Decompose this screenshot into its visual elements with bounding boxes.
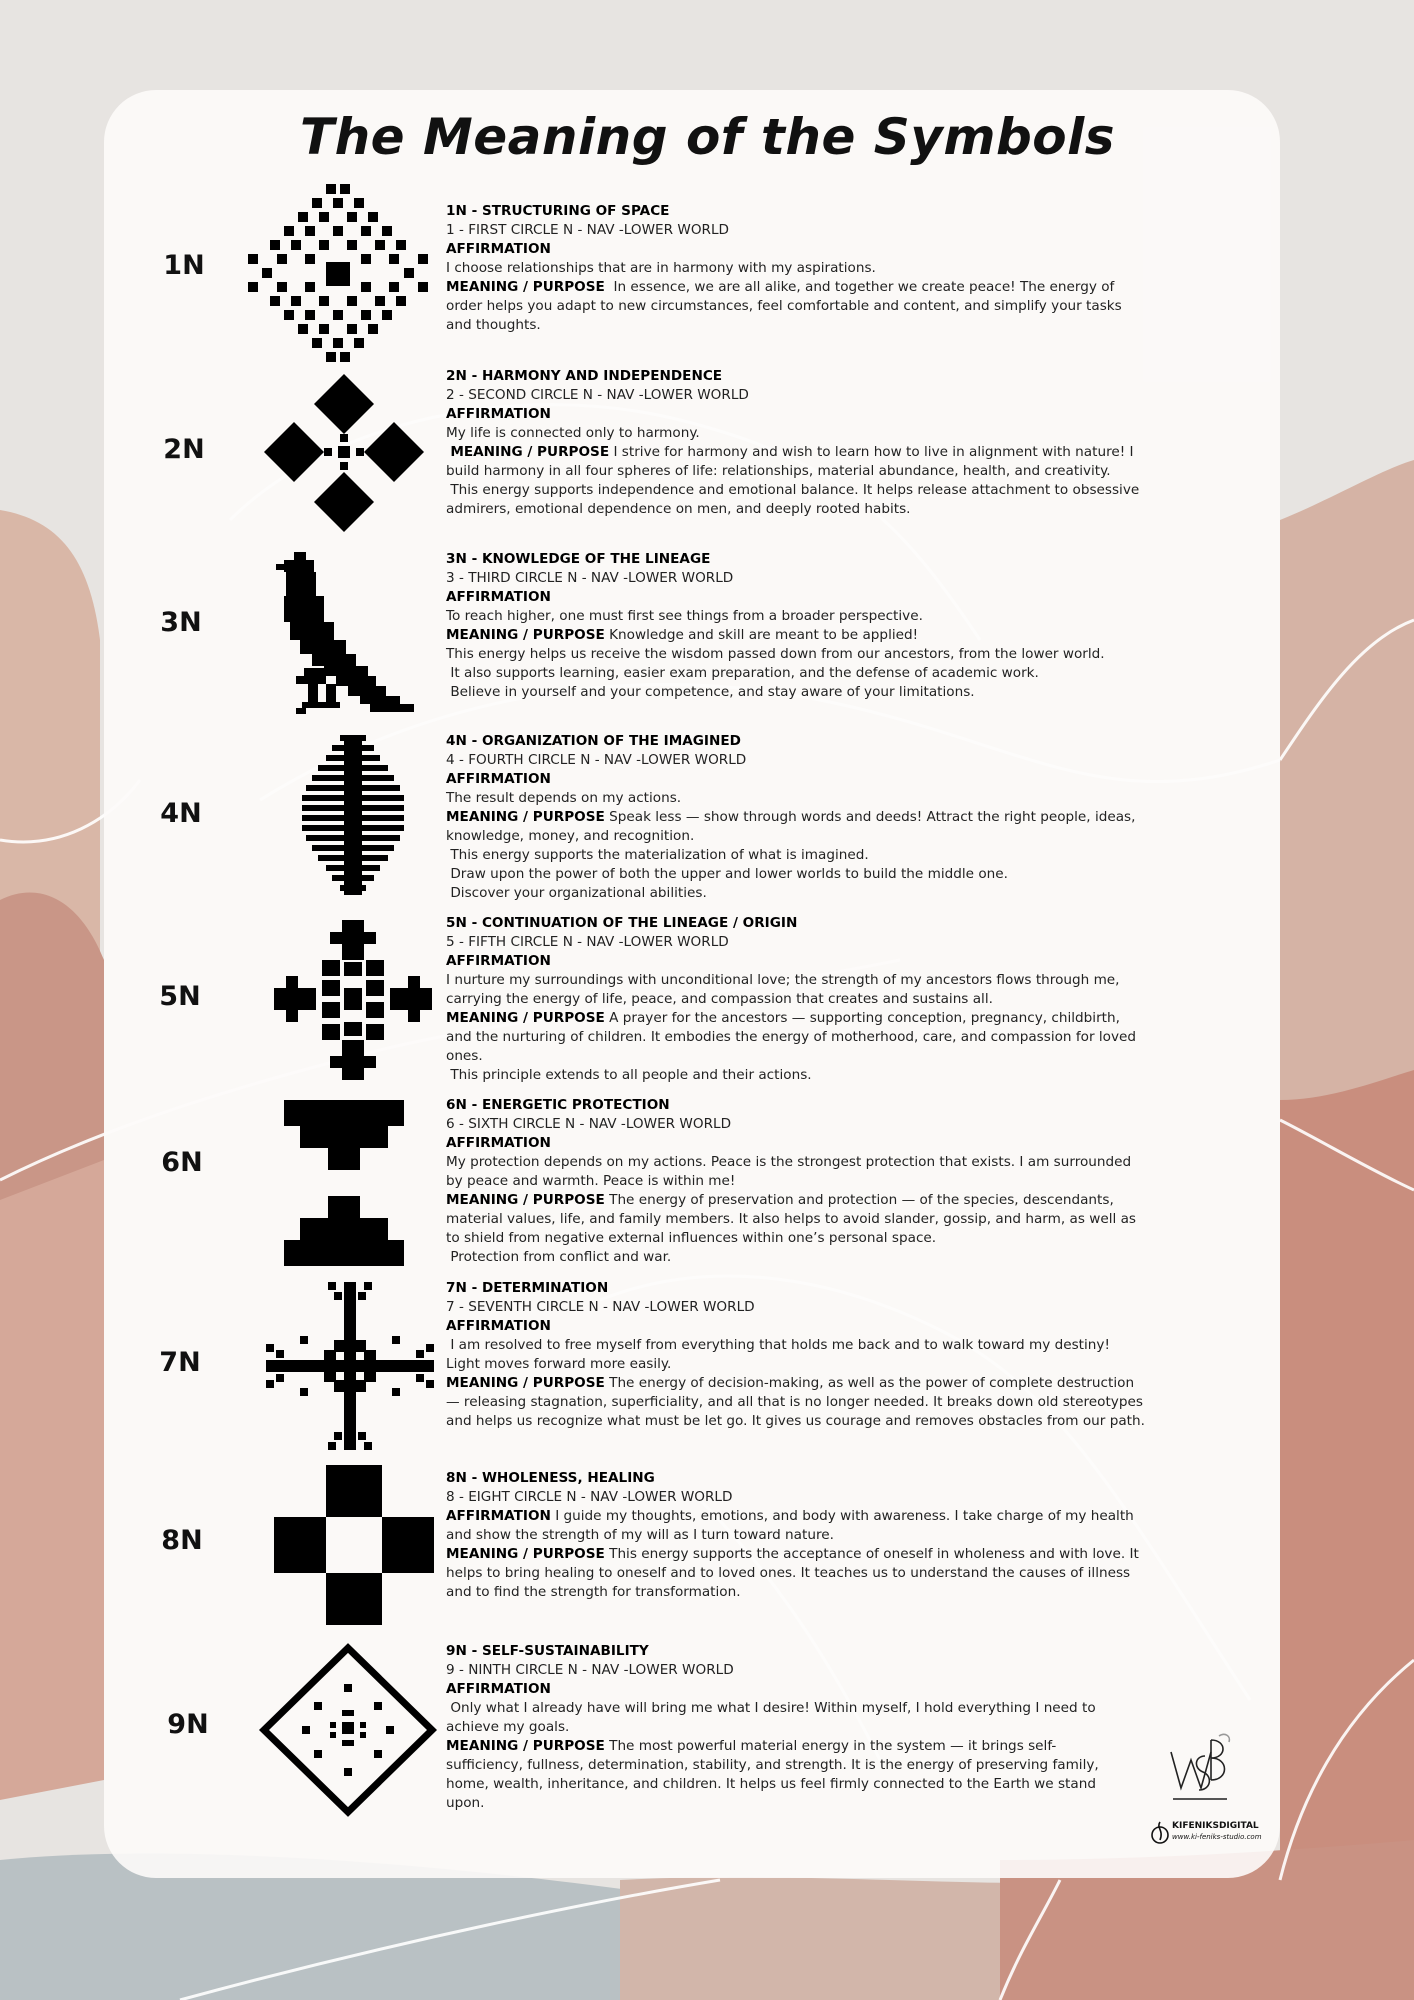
entry-heading: 7N - DETERMINATION	[446, 1280, 609, 1296]
entry-heading: 8N - WHOLENESS, HEALING	[446, 1470, 655, 1486]
meaning-text: The energy of preservation and protection — of the species, descendants, material values, life, and family members. It also helps to avoid slander, gossip, and harm, as well as to shield from negative external influences within one’s personal space.	[446, 1192, 1137, 1246]
diamond-lattice-icon	[246, 182, 430, 364]
meaning-label: MEANING / PURPOSE	[446, 279, 605, 295]
extra-text: Protection from conflict and war.	[450, 1249, 672, 1265]
symbol-entry-8n	[446, 1469, 1146, 1602]
affirmation-text: My protection depends on my actions. Peace is the strongest protection that exists. I am surrounded by peace and warmth. Peace is within me!	[446, 1154, 1132, 1189]
symbol-label-6n: 6N	[161, 1147, 203, 1178]
meaning-label: MEANING / PURPOSE	[446, 627, 605, 643]
symbol-entry-1n	[446, 202, 1146, 335]
page-title: The Meaning of the Symbols	[299, 108, 1116, 166]
extra-text: This energy supports the materialization of what is imagined.	[450, 847, 869, 863]
extra-text: Believe in yourself and your competence, and stay aware of your limitations.	[450, 684, 975, 700]
symbol-entry-7n	[446, 1279, 1146, 1431]
entry-heading: 2N - HARMONY AND INDEPENDENCE	[446, 368, 723, 384]
meaning-label: MEANING / PURPOSE	[446, 1192, 605, 1208]
symbol-label-4n: 4N	[160, 798, 202, 829]
affirmation-label: AFFIRMATION	[446, 1318, 551, 1334]
affirmation-label: AFFIRMATION	[446, 589, 551, 605]
striped-seed-icon	[300, 733, 406, 897]
mirrored-steps-icon	[282, 1098, 406, 1268]
entry-heading: 9N - SELF-SUSTAINABILITY	[446, 1643, 649, 1659]
entry-heading: 3N - KNOWLEDGE OF THE LINEAGE	[446, 551, 711, 567]
symbol-label-7n: 7N	[159, 1347, 201, 1378]
entry-circle: 5 - FIFTH CIRCLE N - NAV -LOWER WORLD	[446, 934, 729, 950]
wsb-monogram-icon	[1165, 1730, 1235, 1810]
entry-heading: 1N - STRUCTURING OF SPACE	[446, 203, 670, 219]
solid-cross-icon	[272, 1463, 436, 1627]
kifeniks-url: www.ki-feniks-studio.com	[1172, 1833, 1262, 1841]
affirmation-text: My life is connected only to harmony.	[446, 425, 700, 441]
extra-text: This principle extends to all people and their actions.	[450, 1067, 812, 1083]
entry-circle: 2 - SECOND CIRCLE N - NAV -LOWER WORLD	[446, 387, 749, 403]
extra-text: This energy helps us receive the wisdom passed down from our ancestors, from the lower world.	[446, 646, 1105, 662]
symbol-entry-6n	[446, 1096, 1146, 1267]
meaning-text: This energy supports the acceptance of oneself in wholeness and with love. It helps to bring healing to oneself and to loved ones. It teaches us to understand the causes of illness and to find the strength for transformation.	[446, 1546, 1139, 1600]
symbol-entry-9n	[446, 1642, 1126, 1813]
meaning-text: Speak less — show through words and deeds! Attract the right people, ideas, knowledge, money, and recognition.	[446, 809, 1136, 844]
meaning-text: I strive for harmony and wish to learn how to live in alignment with nature! I build harmony in all four spheres of life: relationships, material abundance, health, and creativity.	[446, 444, 1134, 479]
meaning-label: MEANING / PURPOSE	[446, 1010, 605, 1026]
symbol-entry-5n	[446, 914, 1146, 1085]
symbol-label-3n: 3N	[160, 607, 202, 638]
entry-circle: 6 - SIXTH CIRCLE N - NAV -LOWER WORLD	[446, 1116, 732, 1132]
symbol-entry-4n	[446, 732, 1146, 903]
affirmation-text: I choose relationships that are in harmony with my aspirations.	[446, 260, 876, 276]
entry-circle: 7 - SEVENTH CIRCLE N - NAV -LOWER WORLD	[446, 1299, 755, 1315]
affirmation-text: The result depends on my actions.	[446, 790, 682, 806]
affirmation-label: AFFIRMATION	[446, 953, 551, 969]
extra-text: Discover your organizational abilities.	[450, 885, 707, 901]
affirmation-text: To reach higher, one must first see things from a broader perspective.	[446, 608, 923, 624]
extra-text: This energy supports independence and emotional balance. It helps release attachment to obsessive admirers, emotional dependence on men, and deeply rooted habits.	[446, 482, 1140, 517]
symbol-label-5n: 5N	[159, 981, 201, 1012]
symbol-label-8n: 8N	[161, 1525, 203, 1556]
meaning-text: In essence, we are all alike, and together we create peace! The energy of order helps you adapt to new circumstances, feel comfortable and content, and simplify your tasks and thoughts.	[446, 279, 1122, 333]
affirmation-label: AFFIRMATION	[446, 771, 551, 787]
meaning-text: Knowledge and skill are meant to be applied!	[609, 627, 919, 643]
entry-circle: 8 - EIGHT CIRCLE N - NAV -LOWER WORLD	[446, 1489, 733, 1505]
entry-heading: 4N - ORGANIZATION OF THE IMAGINED	[446, 733, 741, 749]
affirmation-label: AFFIRMATION	[446, 1681, 551, 1697]
cross-lattice-icon	[272, 918, 434, 1082]
hollow-diamond-icon	[258, 1642, 438, 1818]
entry-heading: 5N - CONTINUATION OF THE LINEAGE / ORIGIN	[446, 915, 798, 931]
symbol-label-1n: 1N	[163, 250, 205, 281]
branched-cross-icon	[264, 1280, 436, 1452]
bird-icon	[274, 550, 416, 716]
meaning-text: A prayer for the ancestors — supporting conception, pregnancy, childbirth, and the nurturing of children. It embodies the energy of motherhood, care, and compassion for loved ones.	[446, 1010, 1137, 1064]
entry-circle: 4 - FOURTH CIRCLE N - NAV -LOWER WORLD	[446, 752, 747, 768]
meaning-label: MEANING / PURPOSE	[446, 1546, 605, 1562]
kifeniks-name: KIFENIKSDIGITAL	[1172, 1821, 1259, 1831]
meaning-label: MEANING / PURPOSE	[446, 809, 605, 825]
meaning-text: The energy of decision-making, as well as the power of complete destruction — releasing stagnation, superficiality, and all that is no longer needed. It breaks down old stereotypes and helps us recognize what must be let go. It gives us courage and removes obstacles from our path.	[446, 1375, 1145, 1429]
extra-text: It also supports learning, easier exam preparation, and the defense of academic work.	[450, 665, 1039, 681]
symbol-entry-3n	[446, 550, 1146, 702]
affirmation-label: AFFIRMATION	[446, 1508, 551, 1524]
entry-circle: 9 - NINTH CIRCLE N - NAV -LOWER WORLD	[446, 1662, 734, 1678]
entry-circle: 3 - THIRD CIRCLE N - NAV -LOWER WORLD	[446, 570, 734, 586]
entry-circle: 1 - FIRST CIRCLE N - NAV -LOWER WORLD	[446, 222, 730, 238]
affirmation-label: AFFIRMATION	[446, 406, 551, 422]
affirmation-label: AFFIRMATION	[446, 1135, 551, 1151]
meaning-label: MEANING / PURPOSE	[446, 1375, 605, 1391]
affirmation-text: I nurture my surroundings with unconditional love; the strength of my ancestors flows through me, carrying the energy of life, peace, and compassion that creates and sustains all.	[446, 972, 1120, 1007]
four-rhombus-icon	[262, 372, 426, 534]
affirmation-text: I am resolved to free myself from everything that holds me back and to walk toward my destiny! Light moves forward more easily.	[446, 1337, 1110, 1372]
meaning-label: MEANING / PURPOSE	[446, 1738, 605, 1754]
affirmation-label: AFFIRMATION	[446, 241, 551, 257]
affirmation-text: I guide my thoughts, emotions, and body with awareness. I take charge of my health and show the strength of my will as I turn toward nature.	[446, 1508, 1134, 1543]
extra-text: Draw upon the power of both the upper and lower worlds to build the middle one.	[450, 866, 1008, 882]
entry-heading: 6N - ENERGETIC PROTECTION	[446, 1097, 670, 1113]
affirmation-text: Only what I already have will bring me what I desire! Within myself, I hold everything I need to achieve my goals.	[446, 1700, 1096, 1735]
kifeniks-logo	[1150, 1818, 1290, 1850]
symbol-label-2n: 2N	[163, 434, 205, 465]
flame-logo-icon	[1150, 1818, 1170, 1846]
symbol-entry-2n	[446, 367, 1146, 519]
symbol-label-9n: 9N	[167, 1709, 209, 1740]
meaning-text: The most powerful material energy in the system — it brings self-sufficiency, fullness, determination, stability, and strength. It is the energy of preserving family, home, wealth, inheritance, and children. It helps us feel firmly connected to the Earth we stand upon.	[446, 1738, 1099, 1811]
meaning-label: MEANING / PURPOSE	[450, 444, 610, 460]
